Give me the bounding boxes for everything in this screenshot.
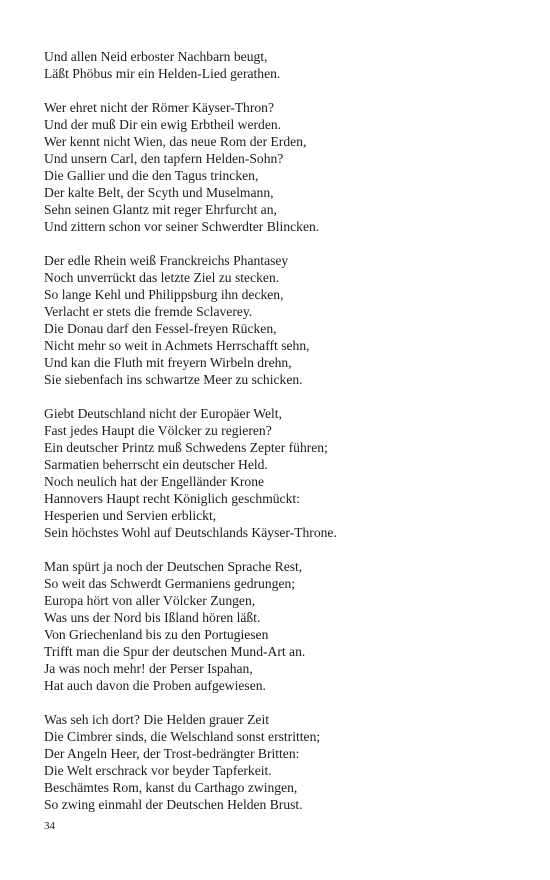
verse-line: So zwing einmahl der Deutschen Helden Brust. — [44, 797, 303, 812]
verse-line: Noch unverrückt das letzte Ziel zu stecken. — [44, 270, 280, 285]
verse-line: Hesperien und Servien erblickt, — [44, 508, 217, 523]
verse-line: Der kalte Belt, der Scyth und Muselmann, — [44, 185, 274, 200]
verse-line: Wer ehret nicht der Römer Käyser-Thron? — [44, 100, 275, 115]
verse-line: Verlacht er stets die fremde Sclaverey. — [44, 304, 253, 319]
verse-line: Und der muß Dir ein ewig Erbtheil werden. — [44, 117, 282, 132]
verse-line: Hat auch davon die Proben aufgewiesen. — [44, 678, 266, 693]
stanza — [44, 558, 514, 694]
verse-line: Fast jedes Haupt die Völcker zu regieren? — [44, 423, 272, 438]
stanza — [44, 48, 514, 82]
verse-line: Man spürt ja noch der Deutschen Sprache Rest, — [44, 559, 303, 574]
verse-line: Europa hört von aller Völcker Zungen, — [44, 593, 256, 608]
verse-line: Wer kennt nicht Wien, das neue Rom der Erden, — [44, 134, 307, 149]
verse-line: So weit das Schwerdt Germaniens gedrungen; — [44, 576, 296, 591]
verse-line: Sie siebenfach ins schwartze Meer zu schicken. — [44, 372, 303, 387]
poem-text — [44, 48, 514, 813]
verse-line: Sehn seinen Glantz mit reger Ehrfurcht an, — [44, 202, 277, 217]
verse-line: Ja was noch mehr! der Perser Ispahan, — [44, 661, 253, 676]
verse-line: Und allen Neid erboster Nachbarn beugt, — [44, 49, 268, 64]
verse-line: Der Angeln Heer, der Trost-bedrängter Britten: — [44, 746, 300, 761]
verse-line: Was seh ich dort? Die Helden grauer Zeit — [44, 712, 269, 727]
stanza — [44, 405, 514, 541]
verse-line: Hannovers Haupt recht Königlich geschmückt: — [44, 491, 300, 506]
verse-line: Nicht mehr so weit in Achmets Herrschafft sehn, — [44, 338, 310, 353]
verse-line: Die Donau darf den Fessel-freyen Rücken, — [44, 321, 277, 336]
verse-line: Der edle Rhein weiß Franckreichs Phantasey — [44, 253, 289, 268]
verse-line: Sarmatien beherrscht ein deutscher Held. — [44, 457, 268, 472]
verse-line: Ein deutscher Printz muß Schwedens Zepter führen; — [44, 440, 328, 455]
verse-line: Und unsern Carl, den tapfern Helden-Sohn? — [44, 151, 284, 166]
verse-line: Was uns der Nord bis Ißland hören läßt. — [44, 610, 261, 625]
verse-line: Von Griechenland bis zu den Portugiesen — [44, 627, 269, 642]
verse-line: Trifft man die Spur der deutschen Mund-Art an. — [44, 644, 306, 659]
verse-line: Die Welt erschrack vor beyder Tapferkeit. — [44, 763, 272, 778]
verse-line: Und zittern schon vor seiner Schwerdter Blincken. — [44, 219, 320, 234]
verse-line: Und kan die Fluth mit freyern Wirbeln drehn, — [44, 355, 292, 370]
verse-line: Die Cimbrer sinds, die Welschland sonst erstritten; — [44, 729, 321, 744]
stanza — [44, 252, 514, 388]
verse-line: Noch neulich hat der Engelländer Krone — [44, 474, 265, 489]
stanza — [44, 711, 514, 813]
stanza — [44, 99, 514, 235]
verse-line: Giebt Deutschland nicht der Europäer Welt, — [44, 406, 282, 421]
verse-line: Sein höchstes Wohl auf Deutschlands Käyser-Throne. — [44, 525, 337, 540]
verse-line: So lange Kehl und Philippsburg ihn decken, — [44, 287, 284, 302]
verse-line: Beschämtes Rom, kanst du Carthago zwingen, — [44, 780, 298, 795]
verse-line: Läßt Phöbus mir ein Helden-Lied gerathen. — [44, 66, 281, 81]
verse-line: Die Gallier und die den Tagus trincken, — [44, 168, 259, 183]
page-number: 34 — [44, 820, 55, 832]
